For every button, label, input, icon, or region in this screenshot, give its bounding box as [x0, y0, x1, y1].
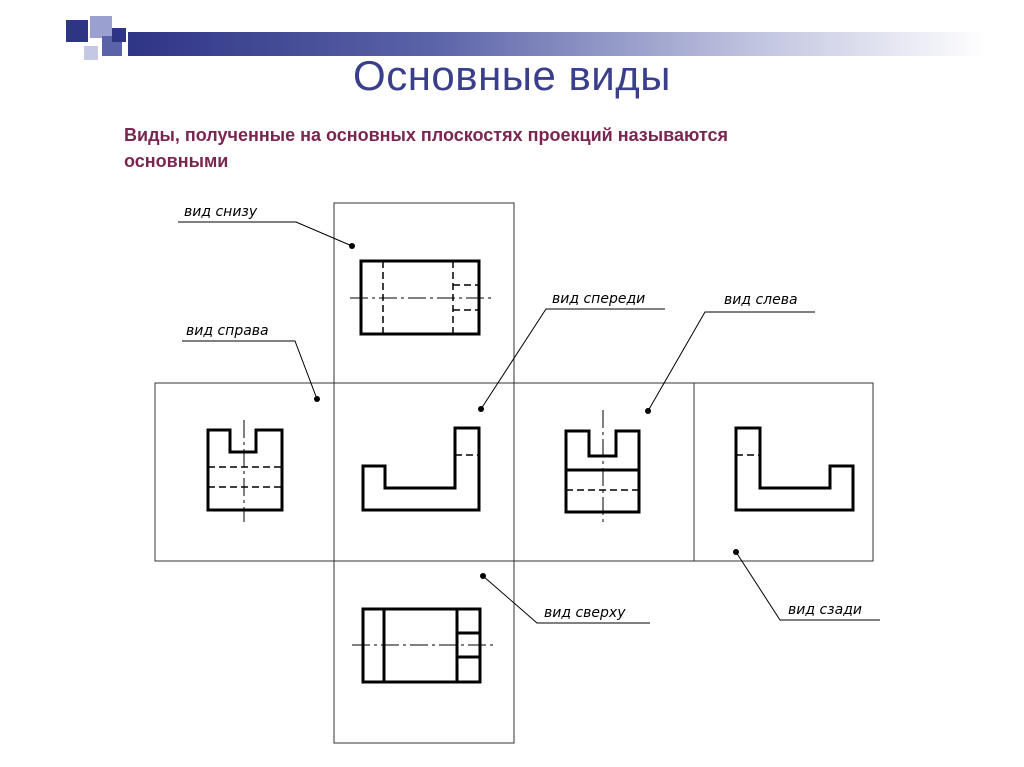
leader-dot: [349, 243, 355, 249]
top-view-drawing: [352, 609, 494, 682]
subtitle-line: Виды, полученные на основных плоскостях проекций называются: [124, 125, 728, 145]
leader-dot: [480, 573, 486, 579]
leader-front-view: [481, 309, 665, 409]
leader-left-view: [648, 312, 815, 411]
label-front-view: вид спереди: [552, 291, 646, 307]
front-view-drawing: [363, 428, 479, 510]
label-left-view: вид слева: [724, 292, 798, 308]
leader-dot: [733, 549, 739, 555]
bottom-view-drawing: [350, 261, 492, 334]
plane-frames: [155, 203, 873, 743]
leader-dot: [645, 408, 651, 414]
label-right-view: вид справа: [186, 323, 269, 339]
label-bottom-view: вид снизу: [184, 204, 258, 220]
left-view-drawing: [566, 410, 639, 522]
leader-lines: [178, 222, 880, 623]
back-view-drawing: [736, 428, 853, 510]
right-view-drawing: [208, 420, 282, 522]
leader-dot: [478, 406, 484, 412]
leader-right-view: [182, 341, 317, 399]
label-top-view: вид сверху: [544, 605, 626, 621]
leader-dots: [314, 243, 739, 579]
leader-dot: [314, 396, 320, 402]
plane-top-frame: [334, 561, 514, 743]
leader-bottom-view: [178, 222, 352, 246]
label-back-view: вид сзади: [788, 602, 862, 618]
subtitle-line: основными: [124, 151, 229, 171]
slide-title: Основные виды: [353, 52, 671, 99]
